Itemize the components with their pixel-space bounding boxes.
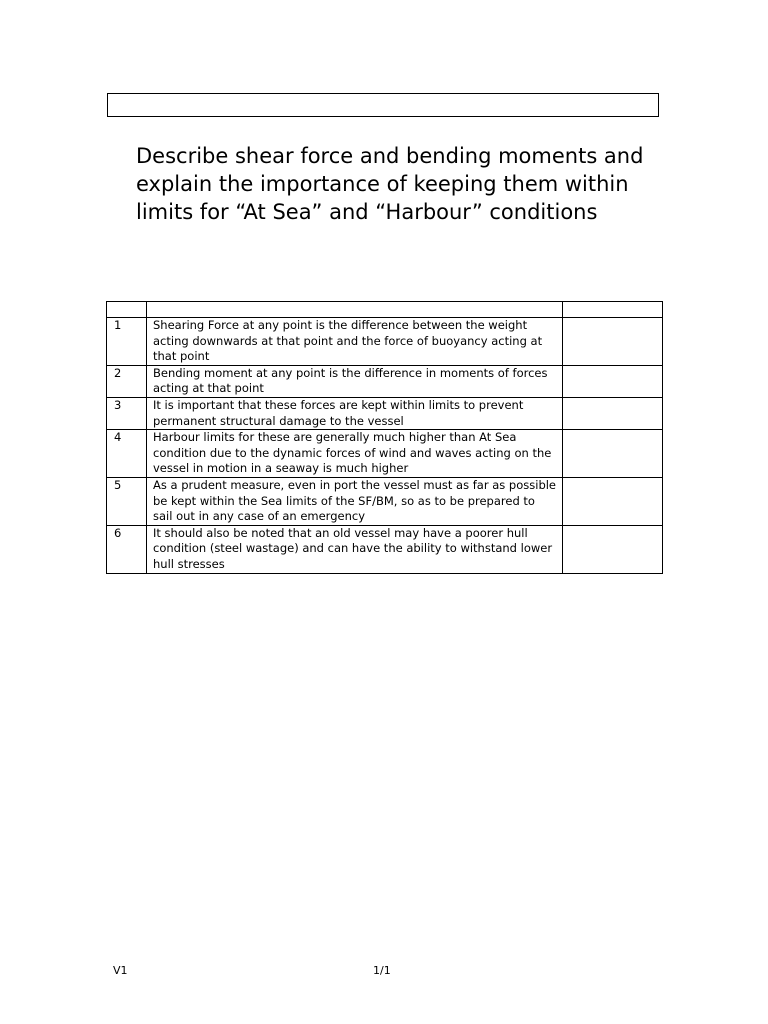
table-row [107,365,663,397]
row-mark [563,525,663,573]
row-number: 1 [107,318,147,366]
header-cell-num [107,302,147,318]
table-row [107,525,663,573]
footer-page-number: 1/1 [373,964,391,977]
row-text: It should also be noted that an old vessel may have a poorer hull condition (steel wastage) and can have the ability to withstand lower hull stresses [147,525,563,573]
table-row [107,318,663,366]
row-number: 3 [107,397,147,429]
table-row [107,430,663,478]
row-text: It is important that these forces are kept within limits to prevent permanent structural damage to the vessel [147,397,563,429]
row-text: Shearing Force at any point is the difference between the weight acting downwards at that point and the force of buoyancy acting at that point [147,318,563,366]
table-row [107,477,663,525]
row-mark [563,318,663,366]
row-number: 6 [107,525,147,573]
row-text: Harbour limits for these are generally much higher than At Sea condition due to the dynamic forces of wind and waves acting on the vessel in motion in a seaway is much higher [147,430,563,478]
header-cell-mark [563,302,663,318]
row-number: 2 [107,365,147,397]
answer-table [106,301,663,574]
row-text: As a prudent measure, even in port the vessel must as far as possible be kept within the Sea limits of the SF/BM, so as to be prepared to sail out in any case of an emergency [147,477,563,525]
row-mark [563,477,663,525]
row-mark [563,365,663,397]
question-text: Describe shear force and bending moments and explain the importance of keeping them within limits for “At Sea” and “Harbour” conditions [136,144,644,224]
row-number: 4 [107,430,147,478]
header-box [107,93,659,117]
row-text: Bending moment at any point is the difference in moments of forces acting at that point [147,365,563,397]
row-mark [563,430,663,478]
header-cell-text [147,302,563,318]
footer-version: V1 [113,964,128,977]
row-number: 5 [107,477,147,525]
table-header-row [107,302,663,318]
table-row [107,397,663,429]
row-mark [563,397,663,429]
